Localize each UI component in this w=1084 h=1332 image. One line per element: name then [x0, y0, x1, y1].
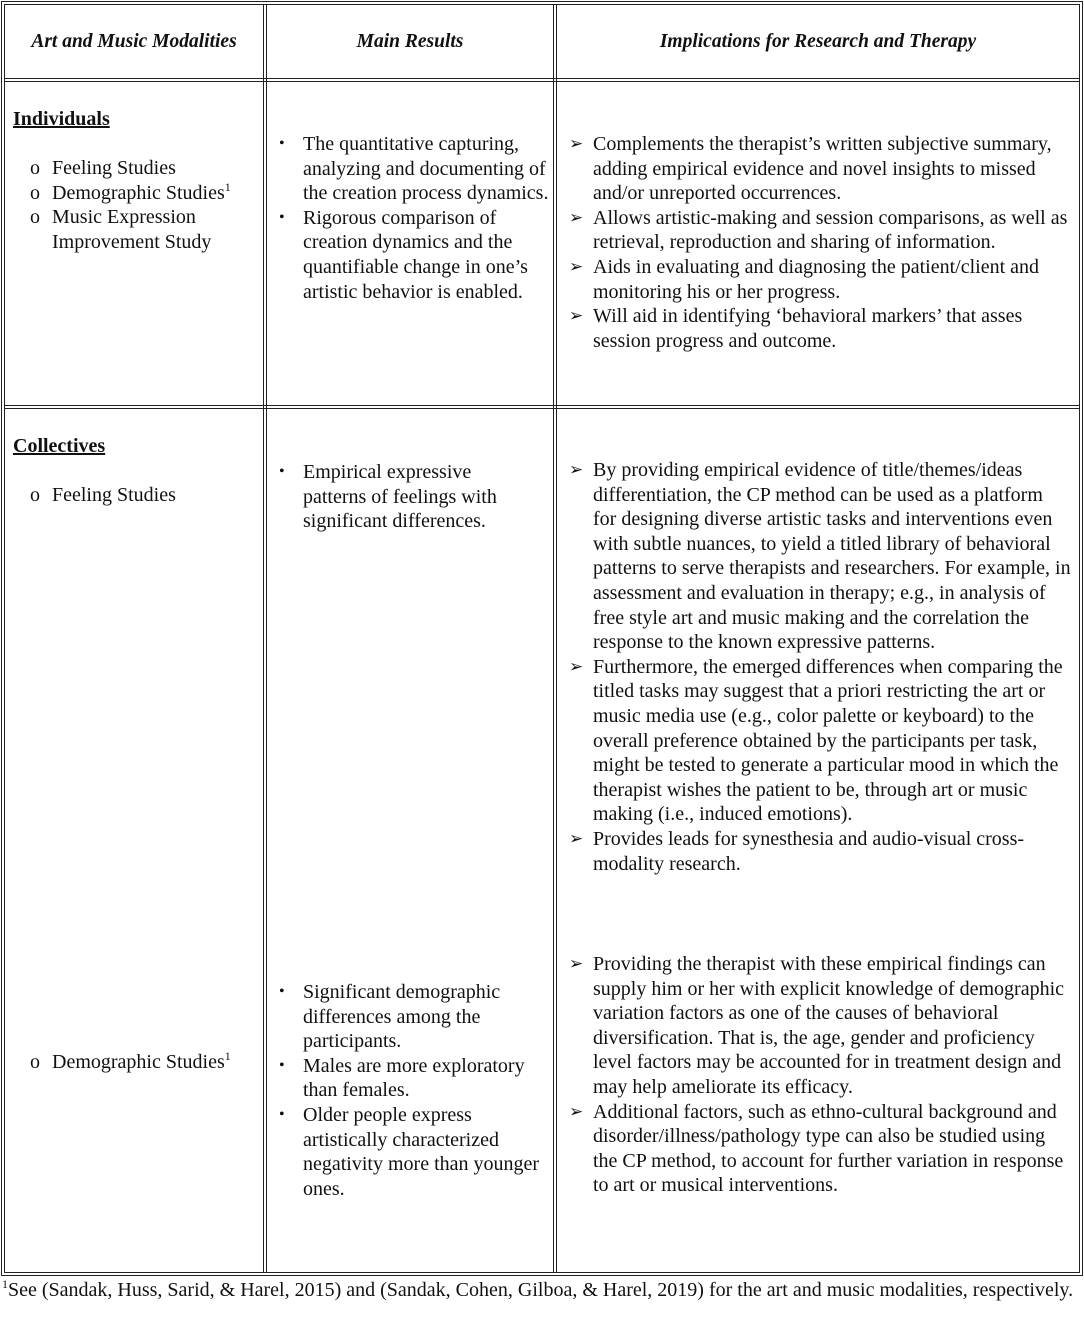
- list-item: • Empirical expressive patterns of feelings with significant differences.: [279, 461, 497, 533]
- list-item: ➢ Will aid in identifying ‘behavioral markers’ that asses session progress and outcome.: [569, 305, 1023, 352]
- list-item: ➢ Providing the therapist with these empirical findings can supply him or her with explicit knowledge of demographic variation factors as one of the causes of behavioral diversification. That is, the age, gender and proficiency level factors may be accounted for in treatment design and may help ameliorate its efficacy.: [569, 953, 1065, 1098]
- collectives-demographic-implications: [569, 952, 1071, 1198]
- list-item: o Music Expression Improvement Study: [30, 206, 212, 253]
- header-main-results: Main Results: [356, 31, 464, 52]
- list-item: o Feeling Studies: [30, 157, 176, 179]
- section-title-collectives: Collectives: [13, 435, 106, 457]
- section-title-individuals: Individuals: [13, 108, 110, 130]
- list-item: ➢ Aids in evaluating and diagnosing the patient/client and monitoring his or her progress.: [569, 255, 1040, 303]
- individuals-modality-list: [30, 156, 258, 254]
- list-item: • Rigorous comparison of creation dynamics and the quantifiable change in one’s artistic behavior is enabled.: [279, 206, 528, 303]
- list-item: • Males are more exploratory than females.: [279, 1054, 525, 1102]
- list-item: ➢ Complements the therapist’s written subjective summary, adding empirical evidence and novel insights to missed and/or unreported occurrences.: [569, 133, 1052, 205]
- list-item: • The quantitative capturing, analyzing and documenting of the creation process dynamics.: [279, 133, 549, 205]
- collectives-feeling-results: [277, 460, 527, 534]
- footnote-text: See (Sandak, Huss, Sarid, & Harel, 2015) and (Sandak, Cohen, Gilboa, & Harel, 2019) for the art and music modalities, respectively.: [8, 1279, 1074, 1301]
- collectives-feeling-implications: [569, 458, 1071, 876]
- list-item: ➢ Furthermore, the emerged differences when comparing the titled tasks may suggest that a priori restricting the art or music media use (e.g., color palette or keyboard) to the overall preference obtained by the participants per task, might be tested to generate a particular mood in which the therapist wishes the patient to be, through art or music making (i.e., induced emotions).: [569, 655, 1063, 826]
- footnote-number: 1: [2, 1277, 8, 1291]
- collectives-feeling-modality: [30, 483, 258, 508]
- header-art-music-modalities: Art and Music Modalities: [31, 31, 237, 52]
- list-item: ➢ Allows artistic-making and session comparisons, as well as retrieval, reproduction and sharing of information.: [569, 206, 1068, 254]
- footnote-ref: 1: [224, 1049, 231, 1063]
- footnote-ref: 1: [224, 179, 231, 194]
- list-item: ➢ Provides leads for synesthesia and audio-visual cross-modality research.: [569, 827, 1025, 875]
- list-item: • Significant demographic differences among the participants.: [279, 981, 501, 1053]
- list-item: o Demographic Studies$^1$: [30, 1049, 231, 1073]
- individuals-implications-list: [569, 132, 1069, 353]
- list-item: ➢ By providing empirical evidence of title/themes/ideas differentiation, the CP method can be used as a platform for designing diverse artistic tasks and interventions even with subtle nuances, to yield a titled library of behavioral patterns to serve therapists and researchers. For example, in assessment and evaluation in therapy; e.g., in analysis of free style art and music making and the correlation the response to the known expressive patterns.: [569, 459, 1071, 654]
- collectives-demographic-results: [277, 980, 547, 1201]
- individuals-results-list: [277, 132, 549, 304]
- list-item: • Older people express artistically characterized negativity more than younger ones.: [279, 1103, 540, 1200]
- list-item: ➢ Additional factors, such as ethno-cultural background and disorder/illness/pathology type can also be studied using the CP method, to account for further variation in response to art or musical interventions.: [569, 1100, 1064, 1197]
- list-item: o Feeling Studies: [30, 484, 176, 506]
- header-implications: Implications for Research and Therapy: [659, 31, 977, 52]
- footnote: [2, 1278, 1080, 1303]
- list-item: o Demographic Studies$^1$: [30, 179, 231, 204]
- collectives-demographic-modality: [30, 1050, 258, 1075]
